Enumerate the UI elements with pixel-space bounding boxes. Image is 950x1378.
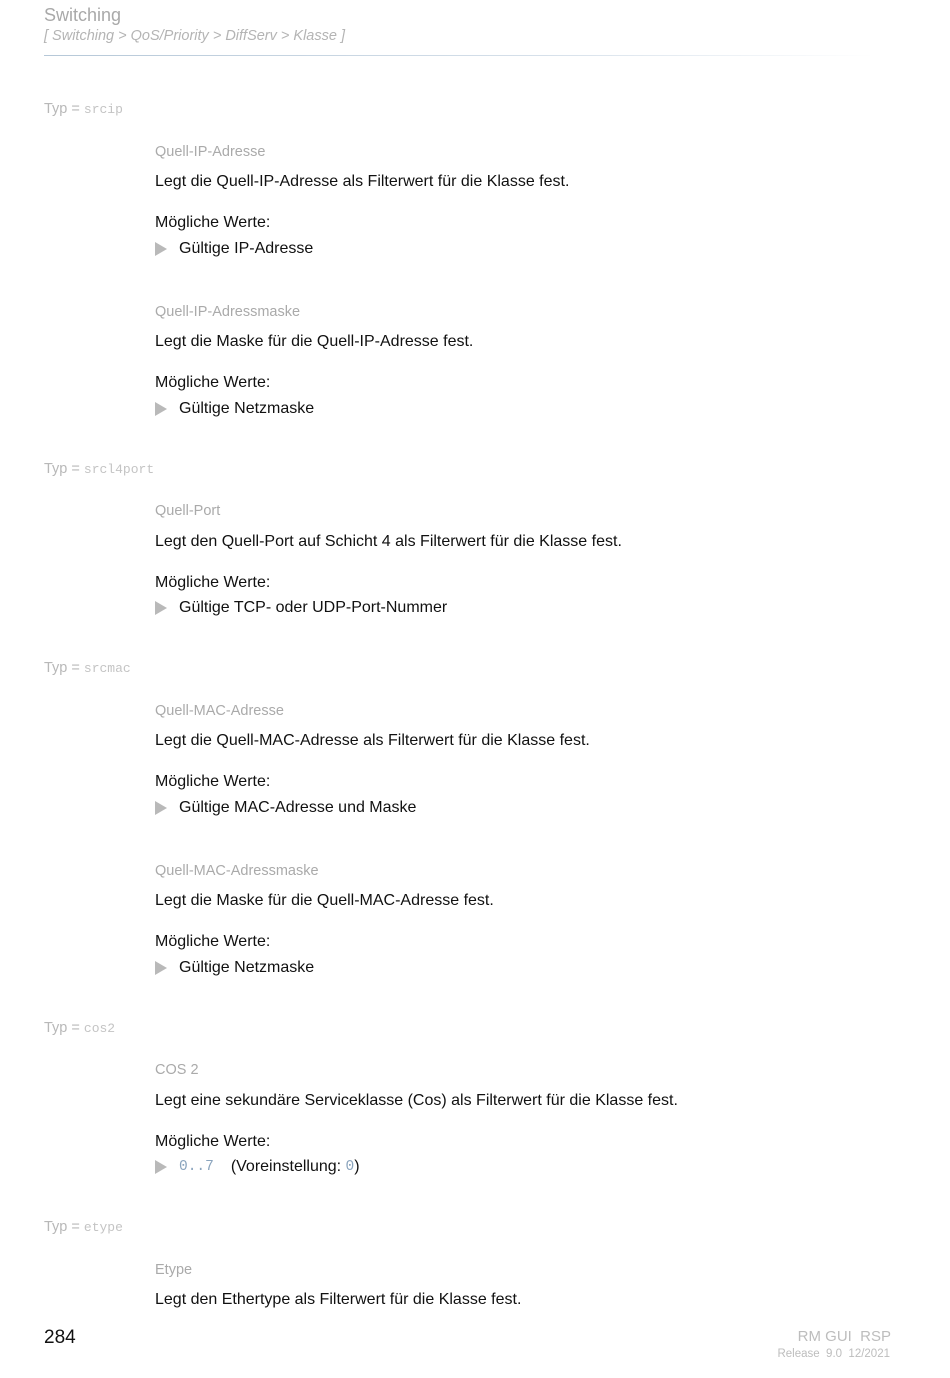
page-number: 284: [44, 1327, 76, 1348]
chapter-title: Switching: [44, 5, 122, 25]
triangle-bullet-icon: [155, 601, 167, 615]
typ-value: srcl4port: [83, 462, 155, 477]
header-divider: [44, 55, 874, 56]
param-description: Legt die Maske für die Quell-MAC-Adresse fest.: [155, 892, 494, 909]
value-list-item: [155, 240, 313, 258]
value-list-item: [155, 599, 447, 617]
default-prefix: (Voreinstellung:: [230, 1158, 346, 1175]
typ-heading-srcl4port: [44, 461, 154, 477]
triangle-bullet-icon: [155, 1160, 167, 1174]
typ-label: Typ: [44, 660, 68, 676]
triangle-bullet-icon: [155, 402, 167, 416]
param-name: Quell-IP-Adresse: [155, 144, 266, 160]
param-name: Quell-MAC-Adresse: [155, 703, 284, 719]
page-header: [44, 4, 874, 45]
typ-label: Typ: [44, 1219, 68, 1235]
value-list-item: [155, 959, 314, 977]
value-range-code: 0..7: [179, 1159, 214, 1175]
value-list-item: [155, 1158, 360, 1176]
param-name: Etype: [155, 1262, 193, 1278]
typ-value: etype: [83, 1220, 123, 1235]
possible-values-label: Mögliche Werte:: [155, 1133, 271, 1150]
possible-values-label: Mögliche Werte:: [155, 374, 271, 391]
typ-label: Typ: [44, 101, 68, 117]
typ-value: cos2: [83, 1021, 116, 1036]
value-text: Gültige IP-Adresse: [179, 240, 314, 257]
typ-equals: =: [71, 461, 80, 477]
typ-heading-etype: [44, 1219, 123, 1235]
param-name: Quell-IP-Adressmaske: [155, 304, 301, 320]
param-description: Legt die Quell-MAC-Adresse als Filterwert für die Klasse fest.: [155, 732, 590, 749]
typ-label: Typ: [44, 461, 68, 477]
typ-heading-srcip: [44, 101, 123, 117]
value-list-item: [155, 799, 416, 817]
possible-values-label: Mögliche Werte:: [155, 933, 271, 950]
breadcrumb: [ Switching > QoS/Priority > DiffServ > Klasse ]: [44, 28, 345, 44]
default-suffix: ): [354, 1158, 360, 1175]
triangle-bullet-icon: [155, 801, 167, 815]
param-name: Quell-MAC-Adressmaske: [155, 863, 319, 879]
value-list-item: [155, 400, 314, 418]
param-description: Legt den Ethertype als Filterwert für die Klasse fest.: [155, 1291, 522, 1308]
value-text: Gültige TCP- oder UDP-Port-Nummer: [179, 599, 448, 616]
value-text: Gültige MAC-Adresse und Maske: [179, 799, 417, 816]
possible-values-label: Mögliche Werte:: [155, 574, 271, 591]
param-description: Legt eine sekundäre Serviceklasse (Cos) als Filterwert für die Klasse fest.: [155, 1092, 678, 1109]
typ-equals: =: [71, 101, 80, 117]
param-name: COS 2: [155, 1062, 199, 1078]
typ-heading-cos2: [44, 1020, 115, 1036]
document-title: RM GUI RSP: [797, 1328, 891, 1345]
default-value-code: 0: [345, 1159, 355, 1175]
param-description: Legt die Maske für die Quell-IP-Adresse fest.: [155, 333, 474, 350]
possible-values-label: Mögliche Werte:: [155, 214, 271, 231]
release-info: Release 9.0 12/2021: [777, 1348, 890, 1360]
param-description: Legt die Quell-IP-Adresse als Filterwert für die Klasse fest.: [155, 173, 570, 190]
typ-value: srcmac: [83, 661, 131, 676]
triangle-bullet-icon: [155, 961, 167, 975]
typ-heading-srcmac: [44, 660, 131, 676]
typ-equals: =: [71, 1020, 80, 1036]
possible-values-label: Mögliche Werte:: [155, 773, 271, 790]
typ-value: srcip: [83, 102, 123, 117]
param-name: Quell-Port: [155, 503, 221, 519]
typ-label: Typ: [44, 1020, 68, 1036]
value-text: Gültige Netzmaske: [179, 400, 315, 417]
typ-equals: =: [71, 1219, 80, 1235]
triangle-bullet-icon: [155, 242, 167, 256]
value-text: Gültige Netzmaske: [179, 959, 315, 976]
param-description: Legt den Quell-Port auf Schicht 4 als Filterwert für die Klasse fest.: [155, 533, 622, 550]
typ-equals: =: [71, 660, 80, 676]
